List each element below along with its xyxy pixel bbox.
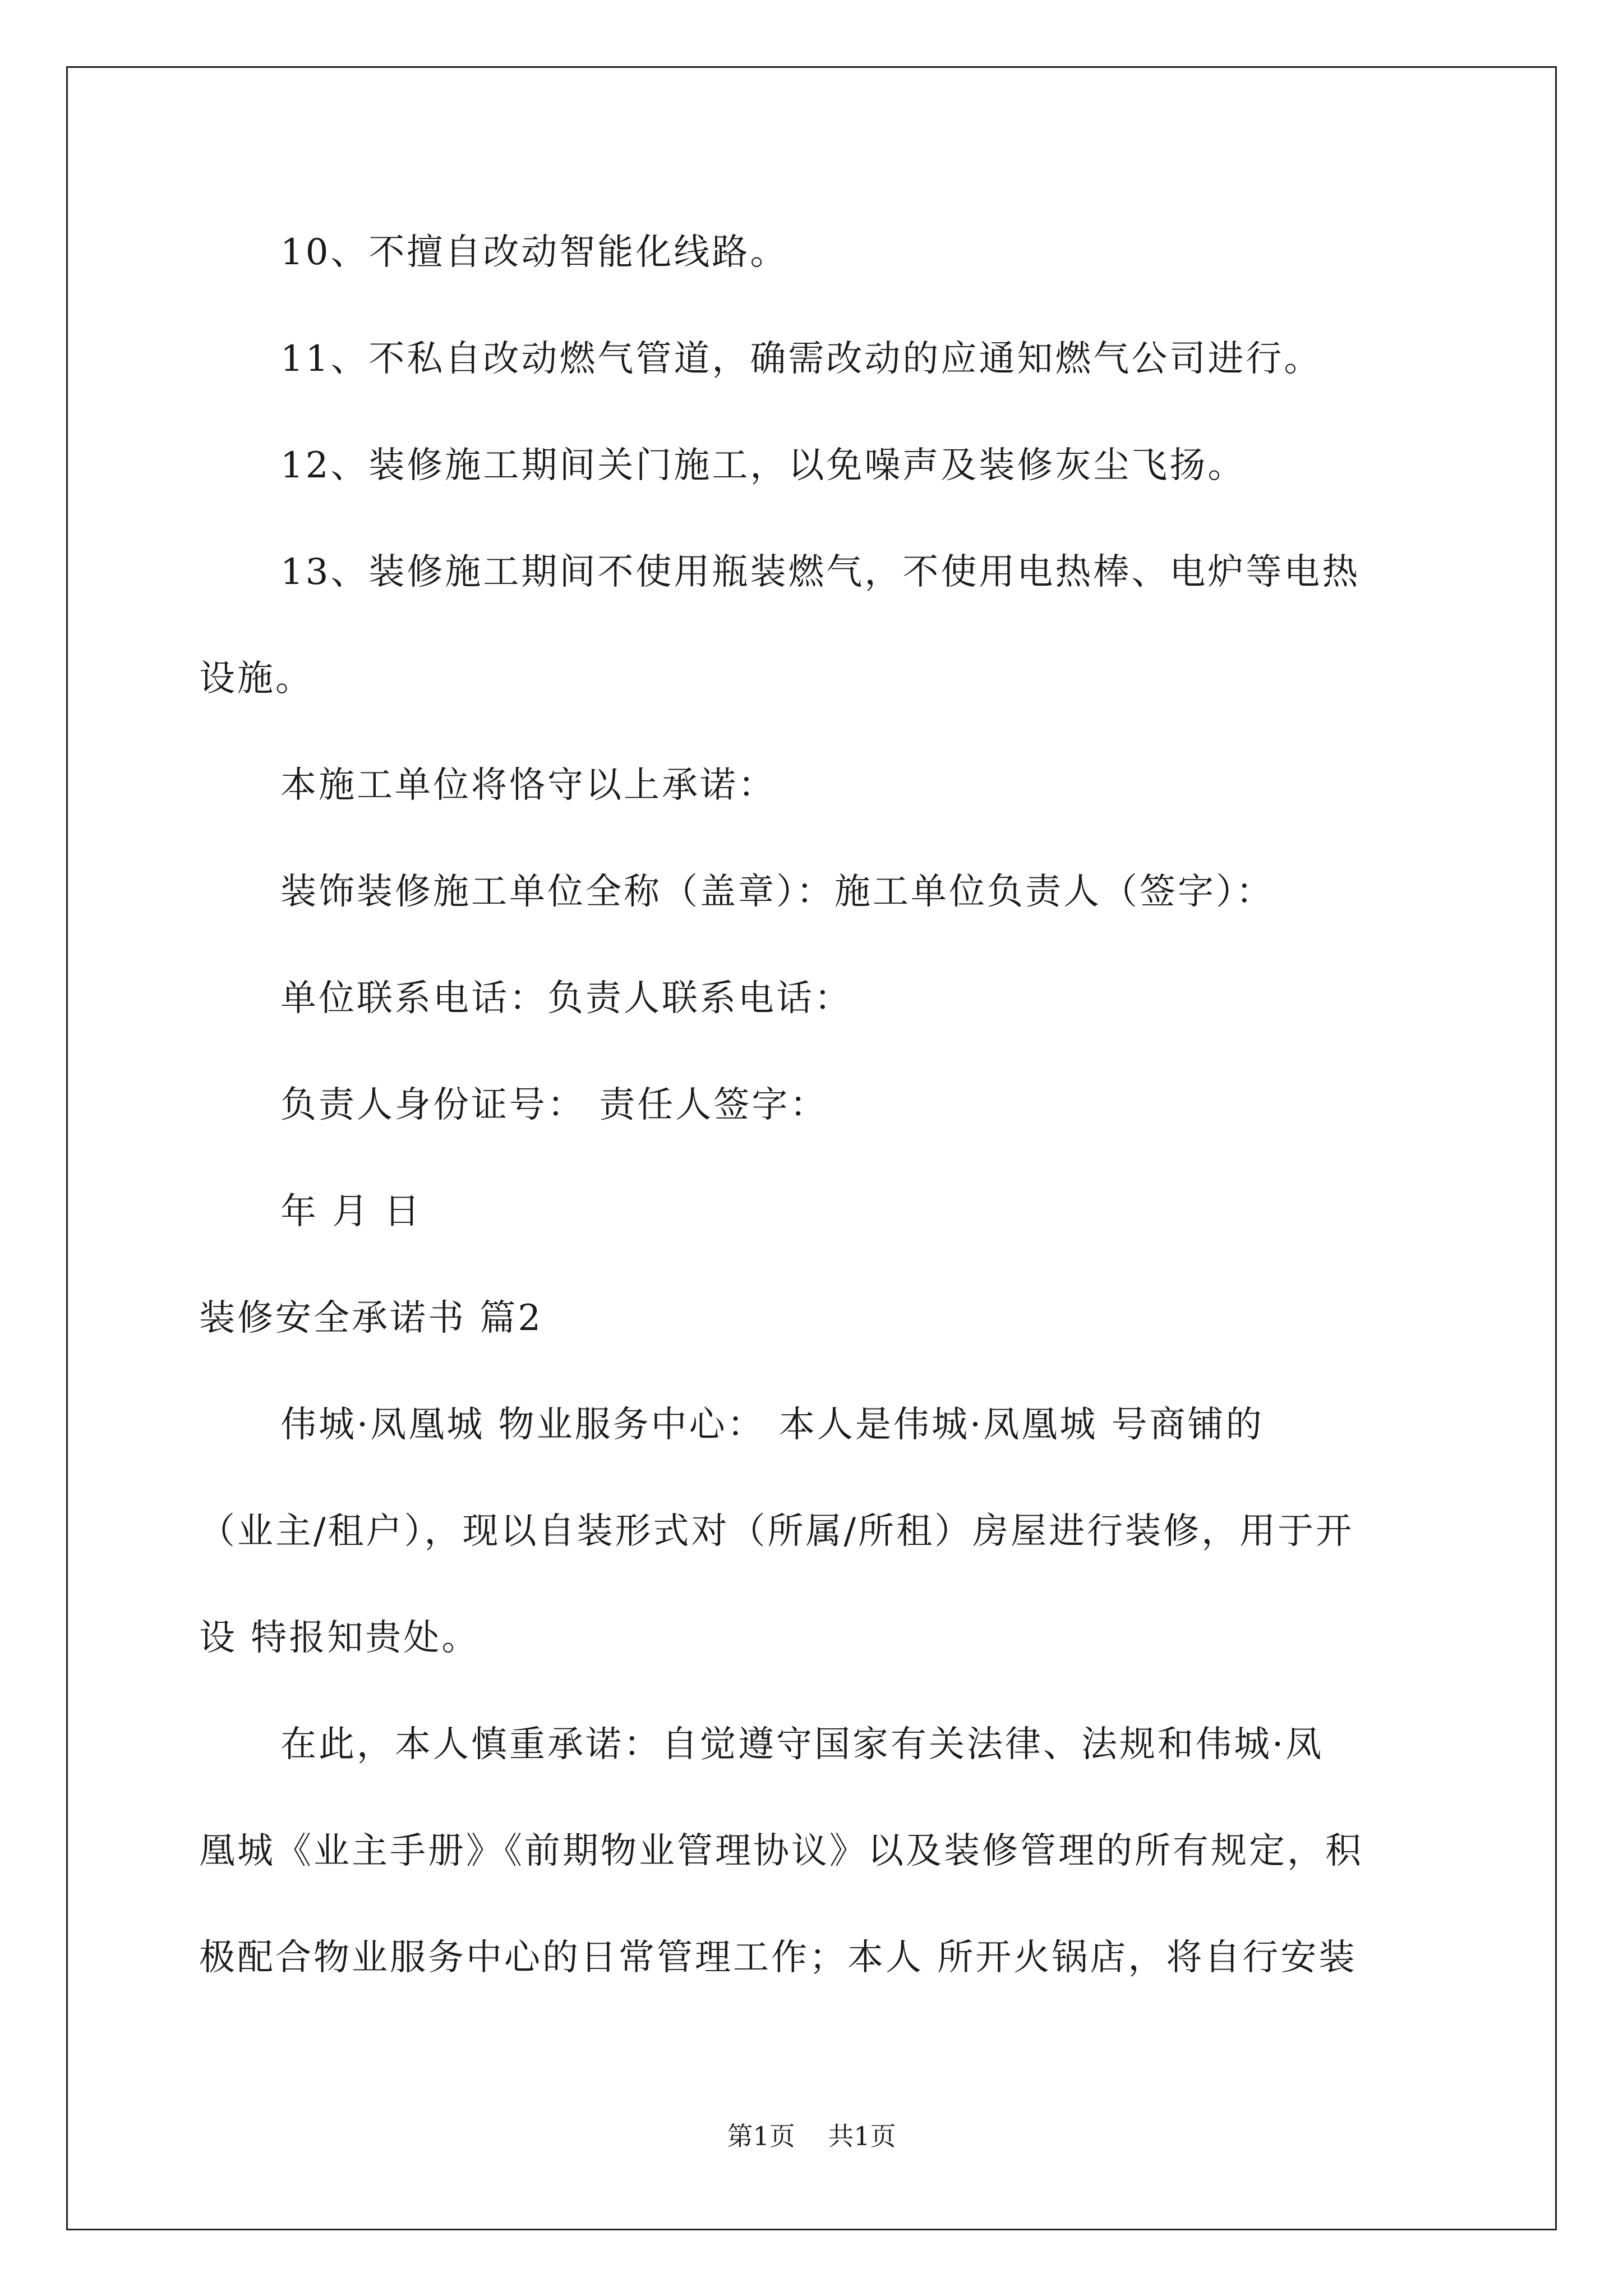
text-line-commitment-cont-1: 凰城《业主手册》《前期物业管理协议》以及装修管理的所有规定，积	[199, 1830, 1363, 1872]
text-line-id-number: 负责人身份证号： 责任人签字：	[280, 1084, 828, 1126]
text-line-phone: 单位联系电话：负责人联系电话：	[280, 978, 852, 1019]
text-line-item-12: 12、装修施工期间关门施工，以免噪声及装修灰尘飞扬。	[280, 445, 1246, 486]
page-border	[66, 66, 1557, 2230]
text-line-pledge: 本施工单位将恪守以上承诺：	[280, 765, 776, 806]
text-line-commitment: 在此，本人慎重承诺：自觉遵守国家有关法律、法规和伟城·凤	[280, 1724, 1324, 1765]
text-line-date: 年 月 日	[280, 1191, 422, 1232]
text-line-company-name: 装饰装修施工单位全称（盖章）：施工单位负责人（签字）：	[280, 871, 1274, 913]
page-footer: 第1页 共1页	[727, 2121, 896, 2151]
text-line-item-10: 10、不擅自改动智能化线路。	[280, 232, 789, 273]
text-line-item-13-cont: 设施。	[199, 658, 313, 700]
text-line-addressee: 伟城·凤凰城 物业服务中心： 本人是伟城·凤凰城 号商铺的	[280, 1404, 1264, 1446]
text-line-item-11: 11、不私自改动燃气管道，确需改动的应通知燃气公司进行。	[280, 338, 1322, 380]
text-line-owner-tenant: （业主/租户），现以自装形式对（所属/所租）房屋进行装修，用于开	[199, 1511, 1354, 1552]
text-line-commitment-cont-2: 极配合物业服务中心的日常管理工作；本人 所开火锅店，将自行安装	[199, 1937, 1357, 1978]
section-heading: 装修安全承诺书 篇2	[199, 1297, 543, 1339]
text-line-notice: 设 特报知贵处。	[199, 1617, 480, 1659]
text-line-item-13: 13、装修施工期间不使用瓶装燃气，不使用电热棒、电炉等电热	[280, 551, 1361, 593]
